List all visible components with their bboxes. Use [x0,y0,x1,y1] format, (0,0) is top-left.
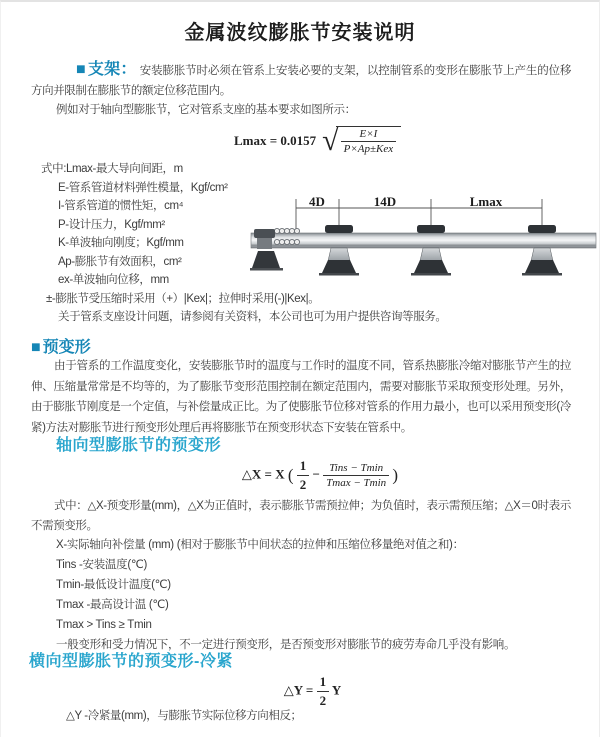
lateral-formula-denominator: 2 [319,693,327,708]
support-section-label [76,61,137,78]
temp-line: Tmax -最高设计温 (℃) [56,599,169,611]
dimension-label-14d: 14D [373,194,397,209]
lateral-formula-numerator: 1 [317,674,330,692]
predeform-section-label [31,334,91,357]
param-line: K-单波轴向刚度；Kgf/mm [58,237,184,249]
pipe-support-diagram [249,194,599,294]
axial-formula-temp-denominator: Tmax − Tmin [326,477,387,489]
lmax-formula-root-content [336,126,402,155]
lateral-formula-fraction [317,674,330,709]
lmax-formula-lhs: Lmax = 0.0157 [234,132,317,148]
axial-formula-temp-numerator: Tins − Tmin [323,462,389,476]
support-intro-text: 安装膨胀节时必须在管系上安装必要的支架，以控制管系的变形在膨胀节上产生的位移方向并限制在膨胀节的额定位移范围内。 [31,65,572,97]
axial-formula-temp-fraction [323,462,389,489]
pipe-support [411,225,451,276]
support-section-paragraph [31,60,571,101]
axial-note1-text: 式中：△X-预变形量(mm)，△X为正值时，表示膨胀节需预拉伸；为负值时，表示需预压缩；△X＝0时表示不需预变形。 [31,500,571,532]
lmax-formula [234,123,401,157]
param-line: I-管系管道的惯性矩，cm⁴ [58,200,184,212]
axial-formula-minus: − [312,466,320,482]
page-title: 金属波纹膨胀节安装说明 [184,22,416,44]
axial-note3-text: 一般变形和受力情况下，不一定进行预变形，是否预变形对膨胀节的疲劳寿命几乎没有影响。 [56,639,516,651]
lmax-formula-denominator: P×Ap±Kex [343,143,394,155]
temp-line: Tins -安装温度(℃) [56,559,147,571]
lmax-formula-numerator: E×I [341,128,397,142]
axial-formula-open-paren: ( [287,465,294,485]
temp-line: Tmax > Tins ≥ Tmin [56,619,152,631]
lateral-formula-lhs: △Y = [283,682,314,698]
axial-formula-lhs: △X = X [241,466,285,482]
pipe-support [522,225,562,276]
support-closing-text: 关于管系支座设计问题，请参阅有关资料，本公司也可为用户提供咨询等服务。 [58,311,447,323]
param-line: 式中:Lmax-最大导向间距，m [41,163,183,175]
dimension-label-4d: 4D [309,194,325,209]
param-line: P-设计压力，Kgf/mm² [58,218,165,231]
lmax-formula-fraction [341,128,397,155]
pipe-shadow-line [251,245,596,247]
predeform-section-label-text: 预变形 [42,339,91,356]
lateral-subsection-heading: 横向型膨胀节的预变形-冷紧 [29,653,233,670]
axial-formula-half-numerator: 1 [297,458,310,476]
square-bullet-icon: ■ [31,339,41,356]
pipe-support [319,225,359,276]
axial-formula-close-paren: ) [392,465,399,485]
lateral-formula-rhs: Y [331,682,342,698]
lateral-note-text: △Y -冷紧量(mm)，与膨胀节实际位移方向相反； [66,710,302,722]
square-root-icon: √ [322,123,339,157]
predeform-body-text: 由于管系的工作温度变化，安装膨胀节时的温度与工作时的温度不同，管系热膨胀冷缩对膨胀节产生的拉伸、压缩量常常是不均等的，为了膨胀节变形范围控制在额定范围内，需要对膨胀节采取预变形处理。另外，由于膨胀节刚度是一个定值，与补偿量成正比。为了使膨胀节位移对管系的作用力最小，也可以采用预变形(冷紧)方法对膨胀节进行预变形处理后再将膨胀节在预变形状态下安装在管系中。 [31,360,571,434]
axial-note2-text: X-实际轴向补偿量 (mm) (相对于膨胀节中间状态的拉伸和压缩位移量绝对值之和)： [56,539,464,551]
param-line: ±-膨胀节受压缩时采用（+）|Kex|；拉伸时采用(-)|Kex|。 [46,292,320,305]
temp-line: Tmin-最低设计温度(℃) [56,579,171,591]
square-bullet-icon: ■ [76,61,86,78]
axial-formula-half-denominator: 2 [299,477,307,492]
param-line: ex-单波轴向位移，mm [58,274,169,286]
param-line: Ap-膨胀节有效面积，cm² [58,255,182,268]
axial-notes-list [56,535,515,655]
lateral-predeform-formula [1,674,599,709]
param-line: E-管系管道材料弹性模量，Kgf/cm² [58,181,228,194]
support-example-text: 例如对于轴向型膨胀节，它对管系支座的基本要求如图所示： [56,104,356,116]
dimension-label-lmax: Lmax [469,194,503,209]
axial-formula-half-fraction [297,458,310,493]
axial-predeform-formula [1,458,599,493]
axial-subsection-heading: 轴向型膨胀节的预变形 [56,437,222,454]
support-section-label-text: 支架： [87,61,137,78]
